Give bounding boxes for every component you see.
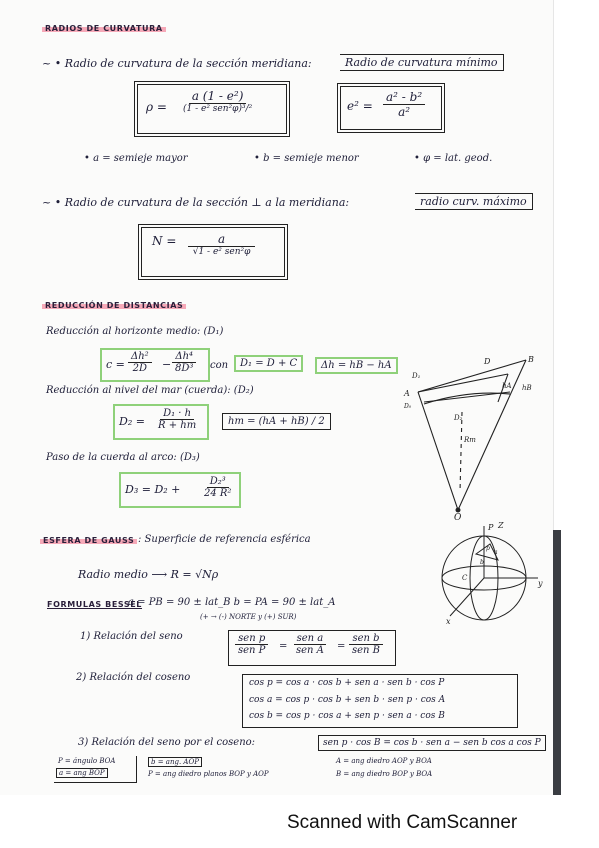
sine-f2-den: sen A: [296, 645, 324, 656]
sine-fraction-b: [349, 633, 383, 656]
note-box-1: [54, 756, 137, 783]
reduccion-horizonte-line: Reducción al horizonte medio: (D₁): [46, 326, 224, 337]
c-f1-den: 2D: [132, 363, 148, 374]
sphere-label-x: x: [446, 617, 451, 626]
sphere-label-P: P: [488, 523, 494, 532]
esfera-description: : Superficie de referencia esférica: [138, 534, 311, 545]
diag-label-A: A: [404, 389, 410, 398]
diag-line-AO: [418, 392, 458, 510]
c-f1-num: Δh²: [128, 351, 152, 363]
note-box-2: [144, 756, 304, 782]
formulas-bessel-note: (+ → (-) NORTE y (+) SUR): [200, 613, 297, 621]
diag-label-hB: hB: [522, 384, 532, 392]
c-f2-num: Δh⁴: [172, 351, 196, 363]
diag-arc: [424, 393, 510, 404]
relacion-coseno-label: 2) Relación del coseno: [76, 672, 191, 683]
sine-f3-num: sen b: [349, 633, 382, 645]
c-lhs: c =: [106, 358, 125, 371]
sphere-label-y: y: [538, 579, 543, 588]
d3-denominator: 24 R²: [204, 488, 232, 499]
c-formula-box: [100, 348, 210, 382]
reduccion-nivel-mar-line: Reducción al nivel del mar (cuerda): (D₂): [46, 385, 254, 396]
d3-lhs: D₃ = D₂ +: [125, 483, 181, 496]
rho-denominator: (1 - e² sen²φ)³/²: [183, 104, 253, 114]
gauss-sphere-diagram: [420, 520, 550, 630]
sine-rule-box: [228, 630, 396, 666]
d2-numerator: D₁ · h: [160, 408, 194, 420]
d3-numerator: D₂³: [207, 476, 229, 488]
legend-phi: • φ = lat. geod.: [414, 153, 493, 164]
n-numerator: a: [188, 232, 255, 247]
d2-lhs: D₂ =: [119, 415, 145, 428]
sine-f1-num: sen p: [235, 633, 268, 645]
c-minus: −: [162, 358, 172, 371]
dh-formula-box: Δh = hB − hA: [315, 357, 398, 374]
sphere-label-a: a: [494, 549, 498, 556]
diag-label-B: B: [528, 355, 534, 364]
d2-formula-box: [113, 404, 209, 440]
diag-label-O: O: [454, 513, 462, 522]
rho-numerator: a (1 - e²): [189, 89, 247, 104]
radio-maximo-box: radio curv. máximo: [415, 193, 533, 210]
sine-eq-1: =: [279, 641, 288, 652]
n-lhs: N =: [152, 234, 177, 248]
legend-b: • b = semieje menor: [254, 153, 359, 164]
e2-formula-box: [340, 86, 442, 130]
cosine-line-3: cos b = cos p · cos a + sen p · sen a · cos B: [249, 711, 445, 721]
cosine-line-2: cos a = cos p · cos b + sen b · sen p · cos A: [249, 695, 446, 705]
diag-label-D2: D₂: [454, 414, 463, 422]
d1-formula-box: D₁ = D + C: [234, 355, 303, 372]
diag-radius: [460, 412, 462, 492]
sphere-label-b: b: [480, 559, 484, 566]
section-heading-reduccion: REDUCCIÓN DE DISTANCIAS: [42, 301, 186, 310]
diag-label-Rm: Rm: [464, 436, 476, 444]
sine-f3-den: sen B: [352, 645, 381, 656]
n-denominator: √1 - e² sen²φ: [192, 247, 251, 257]
sine-fraction-a: [293, 633, 327, 656]
d3-formula-box: [119, 472, 241, 508]
note-2a: b = ang. AOP: [148, 757, 202, 767]
sine-fraction-p: [235, 633, 268, 656]
e2-lhs: e² =: [347, 99, 373, 113]
c-f2-den: 8D³: [175, 363, 194, 374]
radio-minimo-box: Radio de curvatura mínimo: [340, 54, 504, 71]
sine-eq-2: =: [337, 641, 346, 652]
d3-fraction: [201, 476, 234, 499]
d2-fraction: [155, 408, 199, 431]
rho-formula-box: [137, 84, 287, 134]
legend-a: • a = semieje mayor: [84, 153, 188, 164]
rho-fraction: [180, 89, 255, 114]
n-fraction: [188, 232, 255, 257]
diag-center-point: [456, 508, 461, 513]
e2-fraction: [383, 90, 425, 119]
note-3b: B = ang diedro BOP y BOA: [336, 770, 433, 778]
paso-cuerda-arco-line: Paso de la cuerda al arco: (D₃): [46, 452, 200, 463]
c-fraction-2: [172, 351, 196, 374]
sine-cosine-box: sen p · cos B = cos b · sen a − sen b cos a cos P: [318, 735, 546, 751]
diag-chord: [424, 392, 510, 402]
formulas-bessel-text: a = PB = 90 ± lat_B b = PA = 90 ± lat_A: [128, 597, 336, 608]
sine-f1-den: sen P: [238, 645, 266, 656]
diag-label-hA: hA: [502, 382, 512, 390]
camscanner-footer: Scanned with CamScanner: [287, 812, 518, 833]
cosine-line-1: cos p = cos a · cos b + sen a · sen b · cos P: [249, 678, 445, 688]
note-1a: P = ángulo BOA: [58, 757, 116, 765]
d2-denominator: R + hm: [158, 420, 197, 431]
con-word: con: [210, 360, 229, 371]
e2-numerator: a² - b²: [383, 90, 425, 105]
note-2b: P = ang diedro planos BOP y AOP: [148, 770, 269, 778]
e2-denominator: a²: [398, 105, 411, 119]
section-heading-radios: RADIOS DE CURVATURA: [42, 24, 166, 33]
axis-x: [450, 578, 484, 616]
relacion-seno-coseno-label: 3) Relación del seno por el coseno:: [78, 737, 256, 748]
sine-f2-num: sen a: [294, 633, 327, 645]
relacion-seno-label: 1) Relación del seno: [80, 631, 183, 642]
diag-horizontal: [418, 374, 508, 392]
cosine-rule-box: [242, 674, 518, 728]
diag-label-D: D: [484, 357, 491, 366]
sphere-label-C: C: [462, 574, 468, 582]
n-formula-box: [141, 227, 285, 277]
diag-label-D0: D₀: [404, 403, 412, 410]
scan-edge-shadow: [553, 530, 561, 795]
sphere-label-Z: Z: [498, 521, 504, 530]
reduction-diagram: [398, 352, 538, 522]
c-fraction-1: [128, 351, 152, 374]
note-3a: A = ang diedro AOP y BOA: [336, 757, 432, 765]
rho-lhs: ρ =: [146, 100, 167, 114]
sphere-label-p: p: [486, 545, 490, 552]
note-1b: a = ang BOP: [56, 768, 108, 778]
radio-medio-line: Radio medio ⟶ R = √Nρ: [78, 568, 219, 581]
radio-perpendicular-line: ~ • Radio de curvatura de la sección ⊥ a la meridiana:: [42, 196, 350, 209]
diag-label-D1: D₁: [412, 372, 421, 380]
section-heading-esfera: ESFERA DE GAUSS: [40, 536, 137, 545]
formulas-bessel-label: FORMULAS BESSEL: [47, 600, 143, 609]
note-box-3: [330, 756, 500, 782]
hm-formula-box: hm = (hA + hB) / 2: [222, 413, 331, 430]
radio-meridiana-line: ~ • Radio de curvatura de la sección meridiana:: [42, 57, 312, 70]
